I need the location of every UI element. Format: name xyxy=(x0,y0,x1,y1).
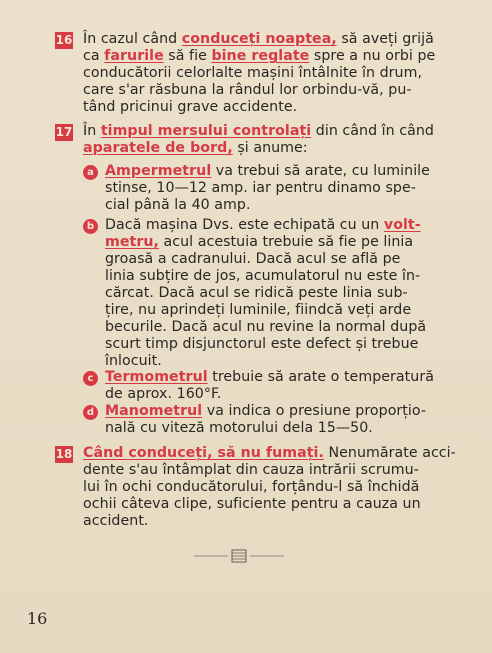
text-line: Manometrul va indica o presiune proporțio- xyxy=(105,403,427,419)
text-line: lui în ochi conducătorului, forțându-l să închidă xyxy=(83,479,420,495)
item-letter-badge: d xyxy=(83,405,98,420)
text-line: metru, acul acestuia trebuie să fie pe linia xyxy=(105,234,414,250)
section-number-badge: 16 xyxy=(55,33,73,47)
section-number-badge: 17 xyxy=(55,125,73,139)
text-line: tând pricinui grave accidente. xyxy=(83,99,298,115)
text-line: accident. xyxy=(83,513,149,529)
text-line: nală cu viteză motorului dela 15—50. xyxy=(105,420,373,436)
text-line: conducătorii celorlalte mașini întâlnite în drum, xyxy=(83,65,423,81)
text-line: înlocuit. xyxy=(105,353,162,369)
text-line: groasă a cadranului. Dacă acul se află pe xyxy=(105,251,401,267)
page-number: 16 xyxy=(27,609,48,628)
text-line: becurile. Dacă acul nu revine la normal după xyxy=(105,319,427,335)
text-line: care s'ar răsbuna la rândul lor orbindu-vă, pu- xyxy=(83,82,412,98)
text-line: cărcat. Dacă acul se ridică peste linia sub- xyxy=(105,285,408,301)
section-number-badge: 18 xyxy=(55,447,73,461)
text-line: de aprox. 160°F. xyxy=(105,386,222,402)
text-line: linia subțire de jos, acumulatorul nu este în- xyxy=(105,268,421,284)
text-line: Dacă mașina Dvs. este echipată cu un volt- xyxy=(105,217,421,233)
text-line: ochii câteva clipe, suficiente pentru a cauza un xyxy=(83,496,421,512)
item-letter-badge: c xyxy=(83,371,98,386)
text-line: În timpul mersului controlați din când în când xyxy=(83,123,434,139)
item-letter-badge: a xyxy=(83,165,98,180)
text-line: cial până la 40 amp. xyxy=(105,197,251,213)
text-line: țire, nu aprindeți luminile, fiindcă veți arde xyxy=(105,302,412,318)
text-line: Când conduceți, să nu fumați. Nenumărate acci- xyxy=(83,445,456,461)
text-line: Ampermetrul va trebui să arate, cu luminile xyxy=(105,163,430,179)
ornamental-divider-icon xyxy=(194,548,284,564)
text-line: stinse, 10—12 amp. iar pentru dinamo spe- xyxy=(105,180,416,196)
text-line: scurt timp disjunctorul este defect și trebue xyxy=(105,336,419,352)
text-line: ca farurile să fie bine reglate spre a nu orbi pe xyxy=(83,48,436,64)
item-letter-badge: b xyxy=(83,219,98,234)
text-line: În cazul când conduceți noaptea, să aveți grijă xyxy=(83,31,434,47)
text-line: aparatele de bord, și anume: xyxy=(83,140,308,156)
text-line: dente s'au întâmplat din cauza intrării scrumu- xyxy=(83,462,419,478)
text-line: Termometrul trebuie să arate o temperatură xyxy=(105,369,434,385)
